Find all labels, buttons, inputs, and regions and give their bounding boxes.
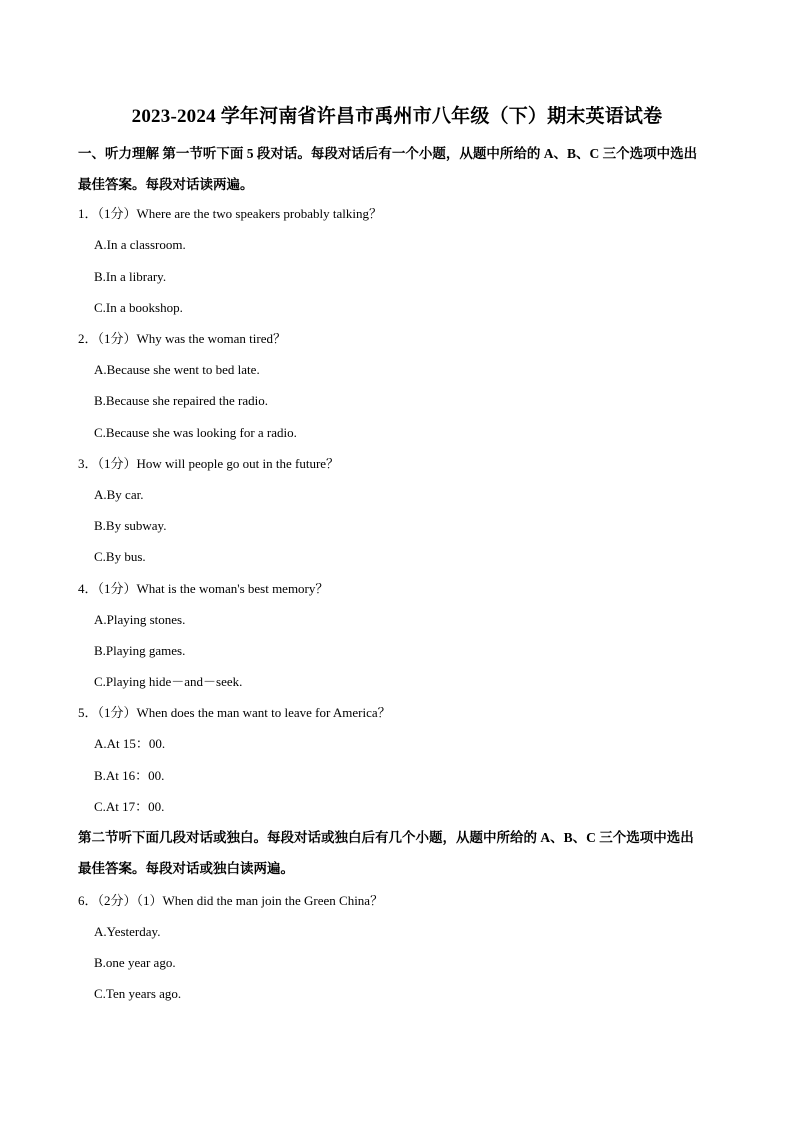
question-5-option-a: A.At 15：00. [94,736,166,751]
question-4-stem: 4．（1分）What is the woman's best memory？ [78,581,329,596]
question-2-option-c: C.Because she was looking for a radio. [94,425,297,440]
section-1-instructions [78,138,728,200]
section-2-line-2: 最佳答案。每段对话或独白读两遍。 [78,861,294,876]
question-6-stem: 6．（2分）（1）When did the man join the Green China？ [78,893,384,908]
question-6-option-b: B.one year ago. [94,955,176,970]
question-5-option-b: B.At 16：00. [94,768,165,783]
question-3-stem: 3．（1分）How will people go out in the future？ [78,456,340,471]
section-2-line-1: 第二节听下面几段对话或独白。每段对话或独白后有几个小题，从题中所给的 A、B、C 三个选项中选出 [78,830,694,845]
question-3-option-c: C.By bus. [94,549,146,564]
question-3-option-a: A.By car. [94,487,144,502]
question-3-option-b: B.By subway. [94,518,167,533]
question-1-option-a: A.In a classroom. [94,237,186,252]
question-5-option-c: C.At 17：00. [94,799,165,814]
question-1-stem: 1．（1分）Where are the two speakers probably talking？ [78,206,382,221]
question-4-option-b: B.Playing games. [94,643,186,658]
section-2-instructions [78,822,728,884]
question-6-option-a: A.Yesterday. [94,924,161,939]
section-1-line-2: 最佳答案。每段对话读两遍。 [78,177,254,192]
page-title: 2023-2024 学年河南省许昌市禹州市八年级（下）期末英语试卷 [131,106,663,127]
question-1-option-c: C.In a bookshop. [94,300,183,315]
question-6-option-c: C.Ten years ago. [94,986,182,1001]
question-4-option-c: C.Playing hide－and－seek. [94,674,243,689]
question-2-option-b: B.Because she repaired the radio. [94,393,268,408]
question-1-option-b: B.In a library. [94,269,167,284]
question-2-option-a: A.Because she went to bed late. [94,362,260,377]
question-5-stem: 5．（1分）When does the man want to leave for America？ [78,705,391,720]
section-1-line-1: 一、听力理解 第一节听下面 5 段对话。每段对话后有一个小题，从题中所给的 A、B、C 三个选项中选出 [78,146,698,161]
question-2-stem: 2．（1分）Why was the woman tired？ [78,331,286,346]
question-4-option-a: A.Playing stones. [94,612,186,627]
